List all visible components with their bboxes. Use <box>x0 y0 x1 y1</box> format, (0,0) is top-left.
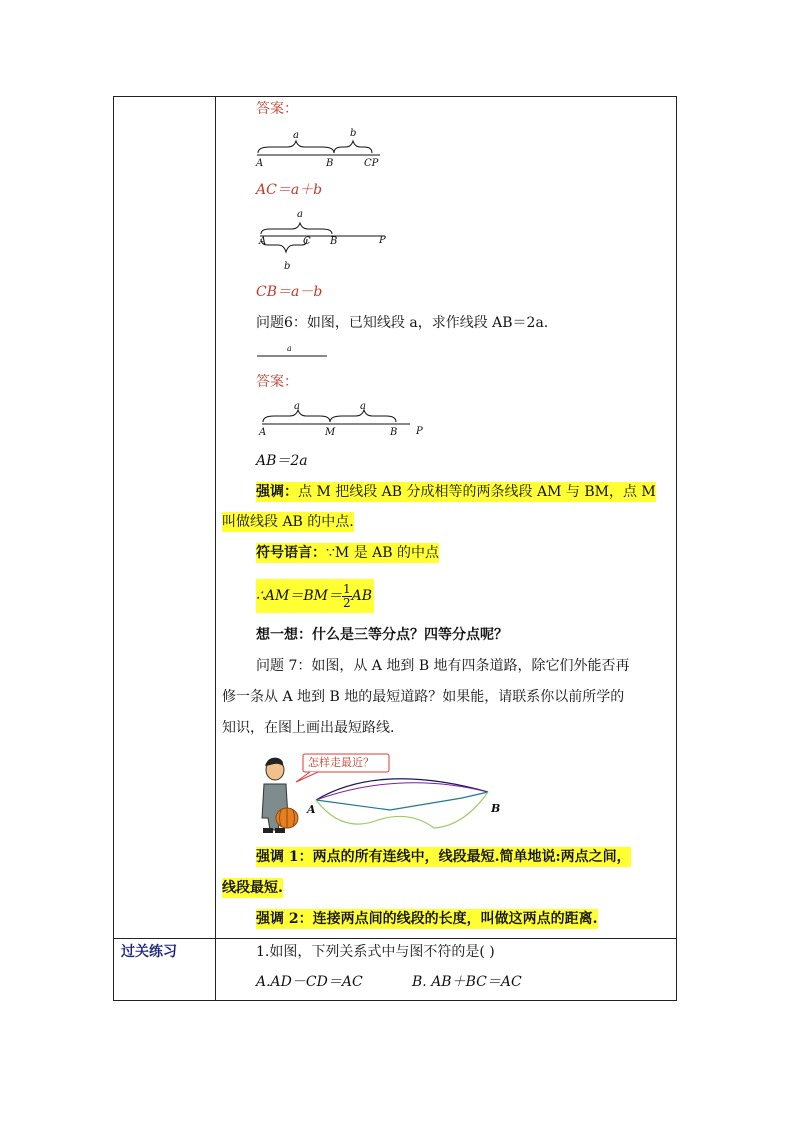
answer-label-2: 答案： <box>256 374 298 390</box>
segment-figure-4 <box>250 400 440 440</box>
fig4-point-b: B <box>390 427 398 438</box>
question-7-line-1: 问题 7：如图，从 A 地到 B 地有四条道路，除它们外能否再 <box>256 658 630 674</box>
fig2-point-p: P <box>379 235 386 246</box>
row-divider <box>114 938 676 939</box>
equation-1: AC＝a＋b <box>256 182 323 198</box>
formula-right: AB <box>351 588 373 604</box>
exercise-1-option-b: B. AB＋BC＝AC <box>412 974 522 990</box>
symbol-language <box>256 543 439 563</box>
segment-figure-2 <box>250 205 400 275</box>
fig2-point-c: C <box>303 236 311 247</box>
question-7-line-3: 知识，在图上画出最短路线. <box>222 720 395 736</box>
fig4-label-a1: a <box>294 401 300 412</box>
fig4-label-a2: a <box>360 401 366 412</box>
fig2-label-b: b <box>284 261 291 272</box>
fig3-label-a: a <box>287 344 292 353</box>
fig1-point-a: A <box>256 158 264 169</box>
symbol-language-body: ∵M 是 AB 的中点 <box>326 545 439 561</box>
emphasis-body: 点 M 把线段 AB 分成相等的两条线段 AM 与 BM，点 M <box>298 484 656 500</box>
fig1-point-cp: CP <box>364 158 379 169</box>
segment-a-figure <box>255 350 335 362</box>
fig1-label-b: b <box>350 128 357 139</box>
equation-2: CB＝a－b <box>256 284 323 300</box>
column-divider <box>215 97 216 1000</box>
emphasis-2: 强调 2：连接两点间的线段的长度，叫做这两点的距离. <box>256 911 598 927</box>
fig2-point-b: B <box>330 236 338 247</box>
symbol-language-head: 符号语言： <box>256 545 326 561</box>
formula-left: ∴AM＝BM＝ <box>256 588 342 604</box>
fraction-numerator: 1 <box>342 581 351 596</box>
answer-label-1: 答案： <box>256 101 298 117</box>
fig1-point-b: B <box>326 158 334 169</box>
fraction-one-half <box>342 583 352 610</box>
therefore-formula <box>256 579 374 613</box>
fraction-denominator: 2 <box>342 595 351 610</box>
exercise-1-question: 1.如图，下列关系式中与图不符的是( ) <box>256 944 495 960</box>
think-question: 想一想：什么是三等分点？四等分点呢？ <box>256 627 508 643</box>
fig2-point-a: A <box>259 236 267 247</box>
midpoint-emphasis-line-2: 叫做线段 AB 的中点. <box>222 514 354 530</box>
road-figure <box>250 748 510 840</box>
fig1-label-a: a <box>293 130 299 141</box>
emphasis-1-line-1: 强调 1：两点的所有连线中，线段最短.简单地说:两点之间， <box>256 849 631 865</box>
emphasis-1-line-2: 线段最短. <box>222 880 283 896</box>
practice-section-label: 过关练习 <box>121 944 177 960</box>
equation-3: AB＝2a <box>256 453 308 469</box>
emphasis-head: 强调： <box>256 484 298 500</box>
fig2-label-a: a <box>297 209 303 220</box>
road-point-a: A <box>307 803 316 816</box>
midpoint-emphasis-line-1 <box>256 482 656 502</box>
fig4-point-a: A <box>259 427 267 438</box>
exercise-1-option-a: A.AD－CD＝AC <box>256 974 363 990</box>
question-6: 问题6：如图，已知线段 a，求作线段 AB＝2a. <box>256 315 549 331</box>
question-7-line-2: 修一条从 A 地到 B 地的最短道路？如果能，请联系你以前所学的 <box>222 689 625 705</box>
road-point-b: B <box>491 802 501 815</box>
fig4-point-m: M <box>325 427 336 438</box>
fig4-point-p: P <box>416 426 423 437</box>
speech-bubble-text: 怎样走最近？ <box>308 756 374 769</box>
